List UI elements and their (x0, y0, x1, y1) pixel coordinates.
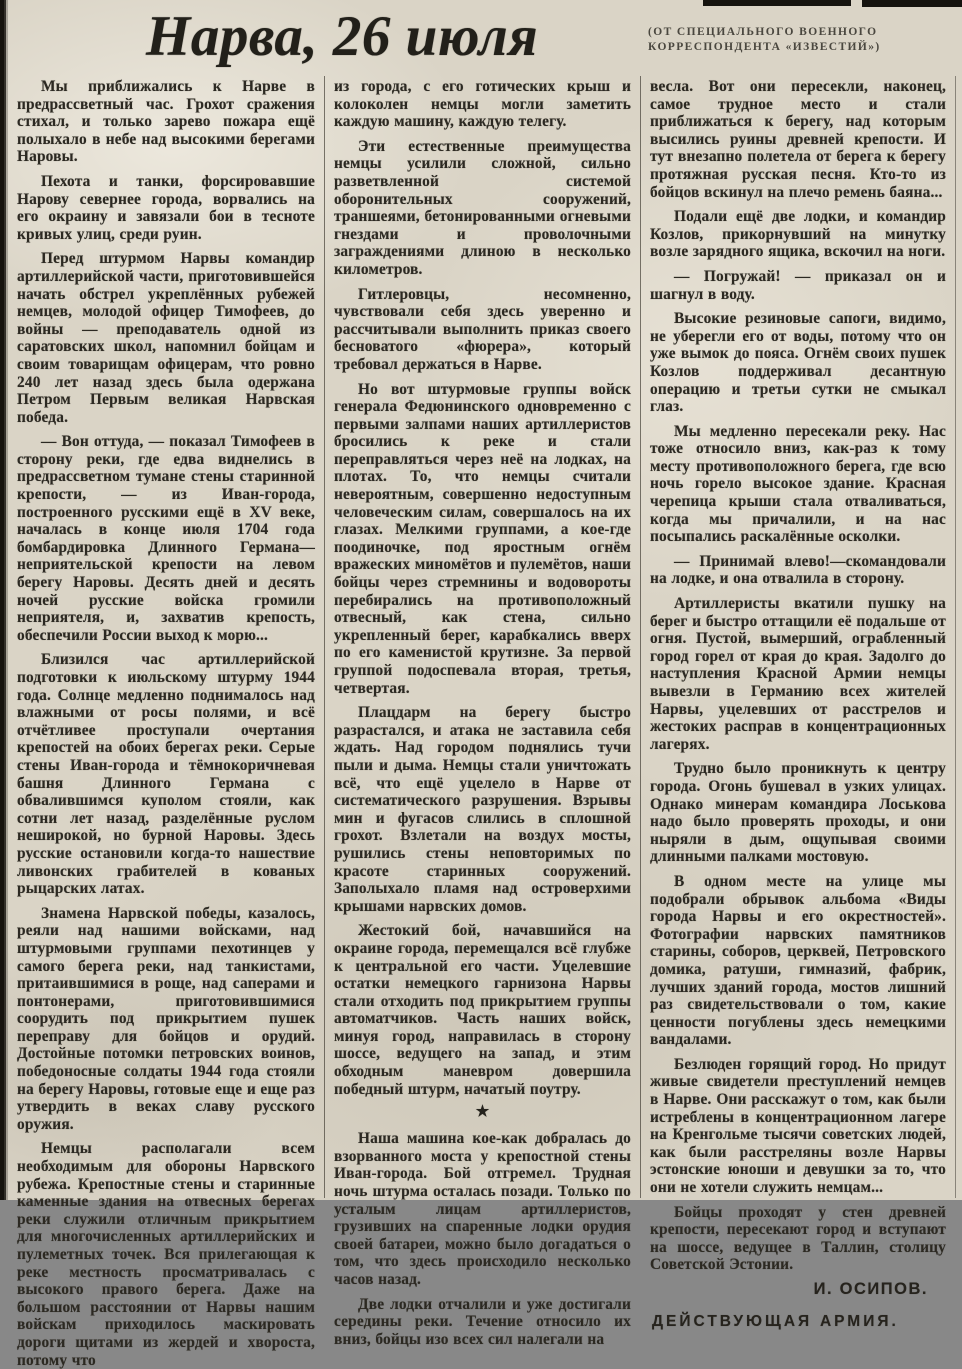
article-column-3 (640, 76, 956, 1330)
article-paragraph: Наша машина кое-как добралась до взорванного моста у крепостной стены Иван-города. Бой отгремел. Трудная ночь штурма осталась позади. Только по усталым лицам артиллеристов, грузивших на спаренные лодки орудия своей батареи, можно было догадаться о том, что здесь происходило несколько часов назад. (334, 1130, 631, 1288)
article-paragraph: весла. Вот они пересекли, наконец, самое трудное место и стали приближаться к берегу, над которым высились руины древней крепости. И тут внезапно полетела от берега к берегу протяжная русская песня. Кто-то из бойцов вскинул на плечо ремень баяна... (650, 78, 946, 201)
scan-edge-artifact (0, 0, 8, 1200)
article-paragraph: Бойцы проходят у стен древней крепости, пересекают город и вступают на шоссе, ведущее в Таллин, столицу Советской Эстонии. (650, 1203, 946, 1274)
scan-top-bar-artifact (703, 0, 851, 6)
article-paragraph: В одном месте на улице мы подобрали обрывок альбома «Виды города Нарвы и его окрестностей». Фотографии нарвских памятников старины, соборов, церквей, Петровского домика, ратуши, гимназий, фабрик, лучших зданий города, мостов лишний раз свидетельствовали о том, какие ценности погублены здесь немецкими вандалами. (650, 872, 946, 1049)
article-paragraph: Но вот штурмовые группы войск генерала Федюнинского одновременно с первыми залпами наших артиллеристов бросились к реке и стали переправляться через неё на лодках, на плотах. То, что немцы считали невероятным, совершенно недоступным человеческим силам, совершалось на их глазах. Мелкими группами, а кое-где поодиночке, под яростным огнём вражеских миномётов и пулемётов, наши бойцы через стремнины и водовороты перебирались на противоположный отвесный, как стена, сильно укрепленный берег, карабкались вверх по его каменистой крутизне. За первой группой подоспевала вторая, третья, четвертая. (334, 380, 631, 697)
credit-line-1: (ОТ СПЕЦИАЛЬНОГО ВОЕННОГО (648, 26, 878, 38)
article-paragraph: Пехота и танки, форсировавшие Нарову севернее города, ворвались на его окраину и завязали бои в тесноте кривых улиц, среди руин. (17, 172, 315, 243)
article-column-2 (324, 76, 640, 1348)
article-paragraph: Перед штурмом Нарвы командир артиллерийской части, приготовившейся начать обстрел укреплённых рубежей немцев, молодой офицер Тимофеев, до войны — преподаватель одной из саратовских школ, напомнил бойцам и своим товарищам офицерам, что ровно 240 лет назад здесь была одержана Петром Первым великая Нарвская победа. (17, 250, 315, 426)
article-paragraph: — Принимай влево!—скомандовали на лодке, и она отвалила в сторону. (650, 552, 946, 588)
credit-line-2: КОРРЕСПОНДЕНТА «ИЗВЕСТИЙ») (648, 41, 881, 53)
article-paragraph: Артиллеристы вкатили пушку на берег и быстро оттащили её подальше от огня. Пустой, вымерший, ограбленный город горел от края до края. Задолго до наступления Красной Армии немцы вывезли в Германию всех жителей Нарвы, уцелевших от расстрелов и жестоких расправ в концентрационных лагерях. (650, 595, 946, 753)
article-column-1 (8, 76, 324, 1369)
article-paragraph: из города, с его готических крыш и колоколен немцы могли заметить каждую машину, каждую телегу. (334, 78, 631, 131)
article-paragraph: Жестокий бой, начавшийся на окраине города, перемещался всё глубже к центральной его части. Уцелевшие остатки немецкого гарнизона Нарвы стали отходить под прикрытием группы автоматчиков. Часть наших войск, минуя город, направилась в сторону шоссе, ведущего на запад, и этим обходным маневром довершила победный штурм, начатый поутру. (334, 922, 631, 1098)
article-paragraph: — Погружай! — приказал он и шагнул в воду. (650, 267, 946, 303)
article-body (8, 76, 956, 1369)
article-headline: Нарва, 26 июля (146, 4, 539, 68)
article-paragraph: Подали ещё две лодки, и командир Козлов, прикорнувший на минутку возле зарядного ящика, вскочил на ноги. (650, 208, 946, 261)
scan-top-bar-artifact (862, 0, 962, 7)
article-paragraph: Безлюден горящий город. Но придут живые свидетели преступлений немцев в Нарве. Они расскажут о том, как были истреблены в концентрационном лагере на Кренгольме тысячи советских людей, как были расстреляны возле Нарвы эстонские юноши и девушки за то, что они не хотели служить немцам... (650, 1055, 946, 1197)
article-paragraph: Немцы располагали всем необходимым для обороны Нарвского рубежа. Крепостные стены и старинные каменные здания на отвесных берегах реки служили отличным прикрытием для многочисленных артиллерийских и пулеметных точек. Вся прилегающая к реке местность просматривалась с высокого правого берега. Даже на большом расстоянии от Нарвы нашим войскам приходилось маскировать дороги щитами из жердей и хвороста, потому что (17, 1140, 315, 1369)
article-paragraph: Мы медленно пересекали реку. Нас тоже относило вниз, как-раз к тому месту противоположного берега, где всю ночь горело высокое здание. Красная черепица крыши стала отваливаться, когда мы причалили, и на нас посыпались раскалённые осколки. (650, 422, 946, 546)
article-paragraph: Знамена Нарвской победы, казалось, реяли над нашими войсками, над штурмовыми группами пехотинцев у самого берега реки, над танкистами, притаившимися в роще, над саперами и понтонерами, приготовившимися соорудить под прикрытием пушек переправу для бойцов и орудий. Достойные потомки петровских воинов, победоносные солдаты 1944 года стояли на берегу Наровы, готовые еще и еще раз утвердить в веках славу русского оружия. (17, 904, 315, 1133)
article-paragraph: Высокие резиновые сапоги, видимо, не уберегли его от воды, потому что он уже вымок до пояса. Огнём своих пушек Козлов поддерживал десантную операцию и третьи сутки не смыкал глаз. (650, 310, 946, 416)
correspondent-credit (648, 25, 938, 55)
article-paragraph: Две лодки отчалили и уже достигали середины реки. Течение относило их вниз, бойцы изо всех сил налегали на (334, 1295, 631, 1348)
author-signature: И. ОСИПОВ. (813, 1280, 928, 1298)
article-paragraph: — Вон оттуда, — показал Тимофеев в сторону реки, где едва виднелись в предрассветном тумане стены старинной крепости, — из Иван-города, построенного русскими ещё в XV веке, началась в конце июля 1704 года бомбардировка Длинного Германа—неприятельской крепости на левом берегу Наровы. Десять дней и десять ночей русские войска громили неприятеля, и, захватив крепость, обеспечили России выход к морю... (17, 433, 315, 644)
star-separator-icon: ★ (475, 1104, 490, 1121)
dateline: ДЕЙСТВУЮЩАЯ АРМИЯ. (652, 1312, 899, 1330)
article-paragraph: Мы приближались к Нарве в предрассветный час. Грохот сражения стихал, и только зарево пожара ещё полыхало в небе над высокими берегами Наровы. (17, 78, 315, 166)
article-paragraph: Трудно было проникнуть к центру города. Огонь бушевал в узких улицах. Однако минерам командира Лоськова надо было проверять проходы, и они ныряли в дым, ощупывая своими длинными палками мостовую. (650, 760, 946, 866)
article-paragraph: Эти естественные преимущества немцы усилили сложной, сильно разветвленной системой оборонительных сооружений, траншеями, бетонированными огневыми гнездами и проволочными заграждениями длиною в несколько километров. (334, 137, 631, 278)
article-paragraph: Плацдарм на берегу быстро разрастался, и атака не заставила себя ждать. Над городом поднялись тучи пыли и дыма. Немцы стали уничтожать всё, что ещё уцелело в Нарве от систематического разрушения. Взрывы мин и фугасов слились в сплошной грохот. Взлетали на воздух мосты, рушились стены неповторимых по красоте старинных сооружений. Заполыхало пламя над островерхими крышами нарвских домов. (334, 704, 631, 915)
article-paragraph: Близился час артиллерийской подготовки к июльскому штурму 1944 года. Солнце медленно поднималось над влажными от росы полями, и всё отчётливее проступали очертания крепостей на обоих берегах реки. Серые стены Иван-города и тёмнокоричневая башня Длинного Германа с обвалившимся куполом стояли, как сотни лет назад, разделённые руслом неширокой, но бурной Наровы. Здесь русские остановили когда-то нашествие ливонских грабителей в кованых рыцарских латах. (17, 651, 315, 898)
article-paragraph: Гитлеровцы, несомненно, чувствовали себя здесь уверенно и рассчитывали выполнить приказ своего бесноватого «фюрера», который требовал держаться в Нарве. (334, 285, 631, 373)
